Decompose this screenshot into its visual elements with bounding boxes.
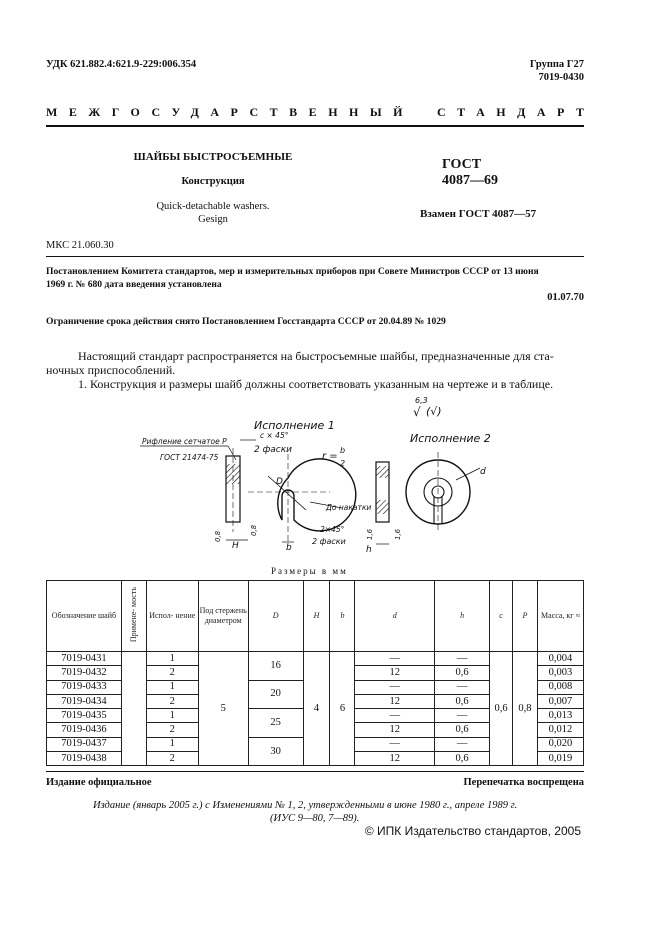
classification-code: 7019-0430 (538, 72, 584, 83)
mks-code: МКС 21.060.30 (46, 240, 114, 251)
P-cell: 0,8 (513, 652, 538, 766)
col-c: c (490, 581, 513, 652)
to-knurl-label: До накатки (326, 503, 372, 512)
table-caption: Размеры в мм (271, 566, 348, 576)
dimensions-table (46, 580, 584, 766)
copyright: © ИПК Издательство стандартов, 2005 (364, 824, 581, 838)
label-H: H (232, 541, 239, 551)
replaces-label: Взамен ГОСТ 4087—57 (420, 208, 537, 220)
dim-16-b: 1,6 (394, 528, 402, 540)
col-D: D (248, 581, 303, 652)
udk-code: УДК 621.882.4:621.9-229:006.354 (46, 59, 197, 70)
body-para1-line2: ночных приспособлений. (46, 363, 176, 377)
variant2-label: Исполнение 2 (410, 432, 491, 445)
roughness-value: 6,3 (415, 396, 428, 405)
roughness-paren: (√) (426, 405, 442, 418)
c-cell: 0,6 (490, 652, 513, 766)
col-designation: Обозначение шайб (47, 581, 122, 652)
group-code: Группа Г27 (529, 59, 584, 70)
variant1-label: Исполнение 1 (254, 419, 335, 432)
label-h: h (366, 545, 372, 555)
col-d: d (355, 581, 435, 652)
chamfer2-b: 2 фаски (312, 537, 346, 546)
official-edition: Издание официальное (46, 777, 152, 788)
table-row: 7019-0435 1 25 — — 0,013 (47, 709, 584, 723)
dim-08-a: 0,8 (214, 530, 222, 542)
gost-number: 4087—69 (442, 173, 498, 188)
table-row: 7019-0433 1 20 — — 0,008 (47, 680, 584, 694)
edition-note-line1: Издание (январь 2005 г.) с Изменениями № 1, 2, утвержденными в июне 1980 г., апреле 1989 г. (93, 800, 518, 811)
chamfer1-a: c × 45° (260, 431, 289, 440)
radius-num: b (340, 446, 346, 455)
decree-line1: Постановлением Комитета стандартов, мер и измерительных приборов при Совете Министров СССР от 13 июня (46, 266, 539, 277)
en-title-line2: Gesign (198, 214, 228, 225)
table-row: 7019-0431 1 5 16 4 6 — — 0,6 0,8 0,004 (47, 652, 584, 666)
decree-line2: 1969 г. № 680 дата введения установлена (46, 279, 222, 290)
radius-label: r = (322, 451, 338, 462)
mks-rule (46, 256, 584, 257)
banner-right: СТАНДАРТ (437, 105, 596, 119)
col-rod: Под стержень диаметром (198, 581, 248, 652)
col-application: Примене- мость (121, 581, 146, 652)
col-variant: Испол- нение (146, 581, 198, 652)
chamfer2-a: 2×45° (320, 525, 345, 534)
gost-label: ГОСТ (442, 157, 482, 172)
limitation-note: Ограничение срока действия снято Постановлением Госстандарта СССР от 20.04.89 № 1029 (46, 316, 446, 327)
dim-16-a: 1,6 (366, 528, 374, 540)
banner-left: МЕЖГОСУДАРСТВЕННЫЙ (46, 105, 414, 119)
col-H: H (303, 581, 330, 652)
knurl-label-1: Рифление сетчатое P (142, 437, 227, 446)
rod-cell: 5 (198, 652, 248, 766)
col-mass: Масса, кг ≈ (537, 581, 583, 652)
label-b: b (286, 543, 292, 553)
label-d: d (480, 467, 486, 477)
washer-drawing (120, 392, 520, 564)
knurl-label-2: ГОСТ 21474-75 (160, 453, 219, 462)
chamfer1-b: 2 фаски (254, 445, 293, 455)
body-para2: 1. Конструкция и размеры шайб должны соответствовать указанным на чертеже и в таблице. (78, 377, 554, 391)
col-P: P (513, 581, 538, 652)
table-row: 7019-0432 2 12 0,6 0,003 (47, 666, 584, 680)
col-h: h (435, 581, 490, 652)
label-D: D (276, 477, 283, 487)
svg-text:√: √ (413, 405, 421, 419)
table-row: 7019-0436 2 12 0,6 0,012 (47, 723, 584, 737)
dim-08-b: 0,8 (250, 524, 258, 536)
body-para1-line1: Настоящий стандарт распространяется на быстросъемные шайбы, предназначенные для ста- (78, 349, 554, 363)
banner-rule (46, 125, 584, 127)
table-row: 7019-0434 2 12 0,6 0,007 (47, 694, 584, 708)
col-b: b (330, 581, 355, 652)
b-cell: 6 (330, 652, 355, 766)
table-row: 7019-0437 1 30 — — 0,020 (47, 737, 584, 751)
doc-title: ШАЙБЫ БЫСТРОСЪЕМНЫЕ (133, 151, 293, 163)
en-title-line1: Quick-detachable washers. (156, 201, 270, 212)
introduction-date: 01.07.70 (547, 292, 584, 303)
edition-note-line2: (ИУС 9—80, 7—89). (270, 813, 360, 824)
H-cell: 4 (303, 652, 330, 766)
radius-den: 2 (340, 459, 346, 468)
table-row: 7019-0438 2 12 0,6 0,019 (47, 752, 584, 766)
footer-rule (46, 771, 584, 772)
reprint-notice: Перепечатка воспрещена (463, 777, 584, 788)
doc-subtitle: Конструкция (181, 176, 245, 187)
